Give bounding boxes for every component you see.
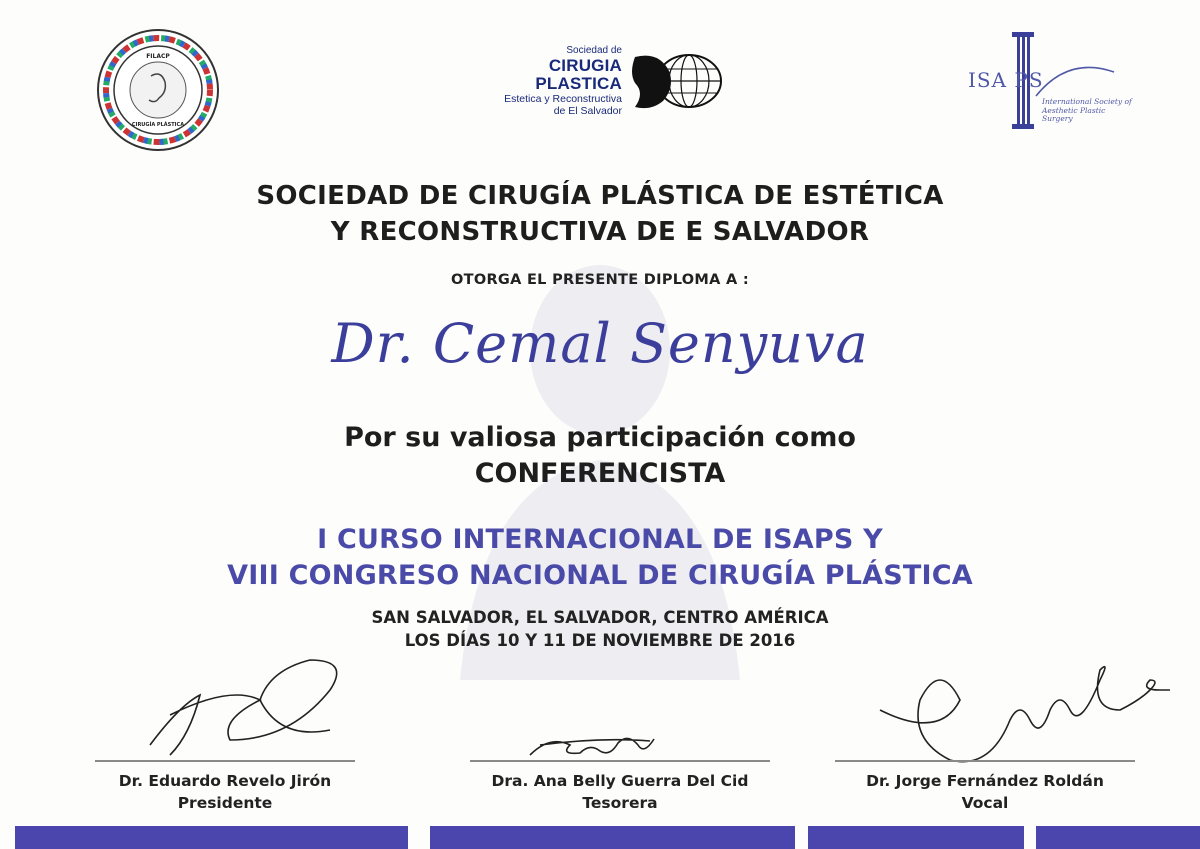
isaps-wordmark: ISA PS [968,68,1044,92]
event-title [0,522,1200,594]
svg-text:CIRUGÍA PLÁSTICA: CIRUGÍA PLÁSTICA [131,122,185,128]
footer-bar [1036,826,1200,849]
isaps-logo [968,30,1132,130]
society-logo [462,45,732,115]
footer-bar [808,826,1024,849]
reason-line: Por su valiosa participación como [344,422,856,453]
footer-bar [15,826,408,849]
signatory-name: Dr. Jorge Fernández Roldán [866,771,1104,790]
signatory-name: Dr. Eduardo Revelo Jirón [118,771,332,790]
signature-vocal [870,640,1170,770]
signature-line [95,760,355,762]
reason-text [0,420,1200,492]
logo-line: Sociedad de [566,45,622,56]
date-line: LOS DÍAS 10 Y 11 DE NOVIEMBRE DE 2016 [404,631,796,650]
filacp-seal-logo [96,28,220,152]
svg-text:FILACP: FILACP [146,53,170,60]
event-line: I CURSO INTERNACIONAL DE ISAPS Y [317,524,883,555]
isaps-subtitle: International Society of Aesthetic Plastic Surgery [1042,97,1132,123]
logo-line: de El Salvador [553,105,622,117]
signatory-role: Tesorera [582,793,658,812]
event-line: VIII CONGRESO NACIONAL DE CIRUGÍA PLÁSTICA [227,560,973,591]
signatory-president [95,760,355,812]
globe-face-icon [625,49,725,111]
signatory-name: Dra. Ana Belly Guerra Del Cid [491,771,749,790]
logo-line: Estetica y Reconstructiva [504,93,622,105]
signature-line [470,760,770,762]
diploma-subtitle: OTORGA EL PRESENTE DIPLOMA A : [451,272,749,288]
reason-line: CONFERENCISTA [474,458,726,489]
place-line: SAN SALVADOR, EL SALVADOR, CENTRO AMÉRICA [371,608,829,627]
signature-president [130,655,390,765]
title-line: Y RECONSTRUCTIVA DE E SALVADOR [330,217,870,247]
swoosh-icon [1028,62,1116,102]
signatory-role: Vocal [961,793,1009,812]
organization-title [0,178,1200,250]
signatory-vocal [835,760,1135,812]
logo-line: CIRUGIA PLASTICA [535,56,622,93]
recipient-name: Dr. Cemal Senyuva [331,312,869,375]
signatory-treasurer [470,760,770,812]
footer-bar [430,826,795,849]
signatory-role: Presidente [177,793,273,812]
title-line: SOCIEDAD DE CIRUGÍA PLÁSTICA DE ESTÉTICA [256,181,944,211]
signature-line [835,760,1135,762]
